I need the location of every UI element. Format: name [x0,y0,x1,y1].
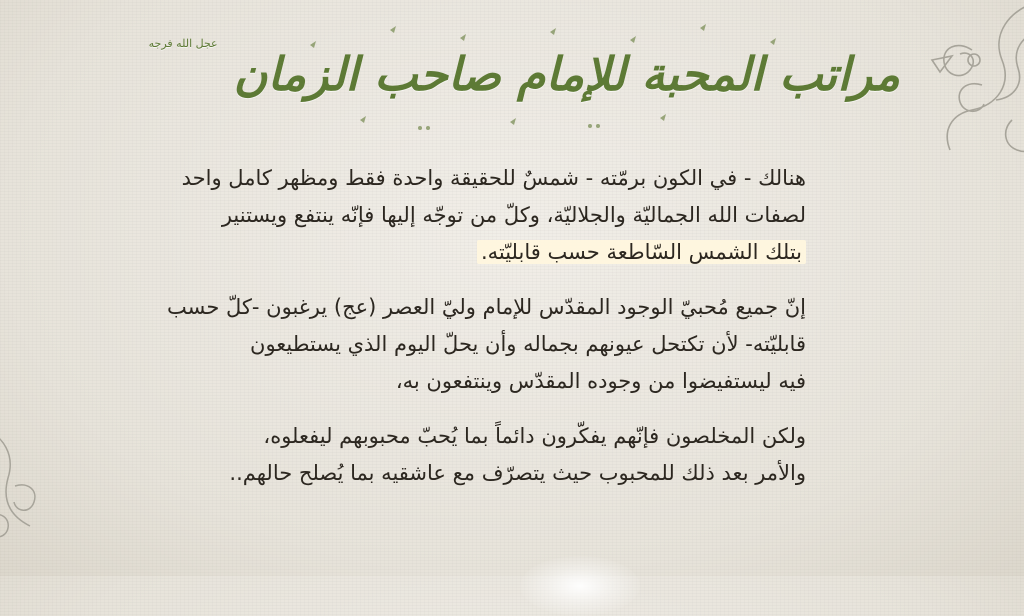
paragraph-line: إنّ جميع مُحبيّ الوجود المقدّس للإمام وليّ العصر (عج) يرغبون -كلّ حسب [167,295,806,319]
paragraph-line: والأمر بعد ذلك للمحبوب حيث يتصرّف مع عاشقيه بما يُصلح حالهم.. [229,461,806,485]
article-body [66,160,806,510]
title-text: مراتب المحبة للإمام صاحب الزمان [233,47,900,101]
paragraph-line-highlighted [66,234,806,271]
corner-ornament-top-right [912,0,1024,160]
paragraph-3 [66,418,806,492]
paragraph-line: ولكن المخلصون فإنّهم يفكّرون دائماً بما يُحبّ محبوبهم ليفعلوه، [263,424,806,448]
paragraph-2 [66,289,806,400]
paragraph-line: قابليّته- لأن تكتحل عيونهم بجماله وأن يحلّ اليوم الذي يستطيعون [250,332,806,356]
corner-ornament-bottom-left [0,416,60,546]
highlighted-sentence: بتلك الشمس السّاطعة حسب قابليّته. [477,240,806,264]
page-title [148,24,900,124]
paragraph-line: لصفات الله الجماليّة والجلاليّة، وكلّ من توجّه إليها فإنّه ينتفع ويستنير [221,203,806,227]
title-honorific: عجل الله فرجه [148,37,218,50]
paragraph-line: فيه ليستفيضوا من وجوده المقدّس وينتفعون به، [395,369,806,393]
paragraph-line: هنالك - في الكون برمّته - شمسٌ للحقيقة واحدة فقط ومظهر كامل واحد [181,166,806,190]
light-glow-decoration [520,556,640,616]
paragraph-1 [66,160,806,271]
